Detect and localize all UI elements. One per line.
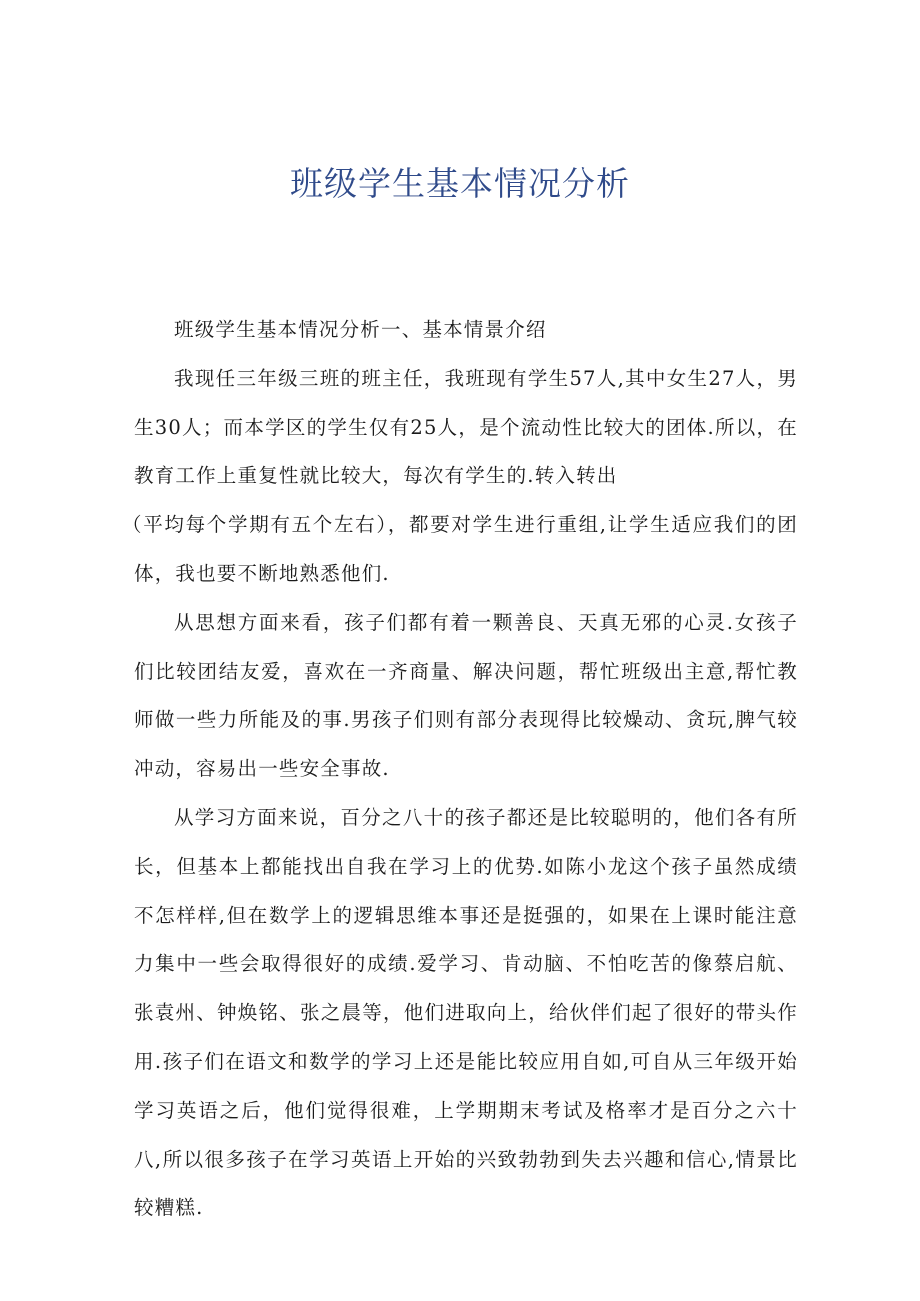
paragraph-thinking-aspect: 从思想方面来看，孩子们都有着一颗善良、天真无邪的心灵.女孩子们比较团结友爱，喜欢在一齐商量、解决问题，帮忙班级出主意,帮忙教师做一些力所能及的事.男孩子们则有部分表现得比较燥动、贪玩,脾气较冲动，容易出一些安全事故. (134, 610, 798, 781)
paragraph-intro-heading: 班级学生基本情况分析一、基本情景介绍 (174, 318, 547, 341)
document-body (122, 306, 798, 1233)
paragraph-learning-aspect: 从学习方面来说，百分之八十的孩子都还是比较聪明的，他们各有所长，但基本上都能找出自我在学习上的优势.如陈小龙这个孩子虽然成绩不怎样样,但在数学上的逻辑思维本事还是挺强的，如果在上课时能注意力集中一些会取得很好的成绩.爱学习、肯动脑、不怕吃苦的像蔡启航、张袁州、钟焕铭、张之晨等，他们进取向上，给伙伴们起了很好的带头作用.孩子们在语文和数学的学习上还是能比较应用自如,可自从三年级开始学习英语之后，他们觉得很难，上学期期末考试及格率才是百分之六十八,所以很多孩子在学习英语上开始的兴致勃勃到失去兴趣和信心,情景比较糟糕. (134, 805, 798, 1220)
paragraph-transfer-note: （平均每个学期有五个左右），都要对学生进行重组,让学生适应我们的团体，我也要不断地熟悉他们. (122, 513, 798, 585)
paragraph-class-overview: 我现任三年级三班的班主任，我班现有学生57人,其中女生27人，男生30人；而本学区的学生仅有25人，是个流动性比较大的团体.所以，在教育工作上重复性就比较大，每次有学生的.转入转出 (134, 366, 798, 488)
document-title: 班级学生基本情况分析 (290, 164, 630, 203)
